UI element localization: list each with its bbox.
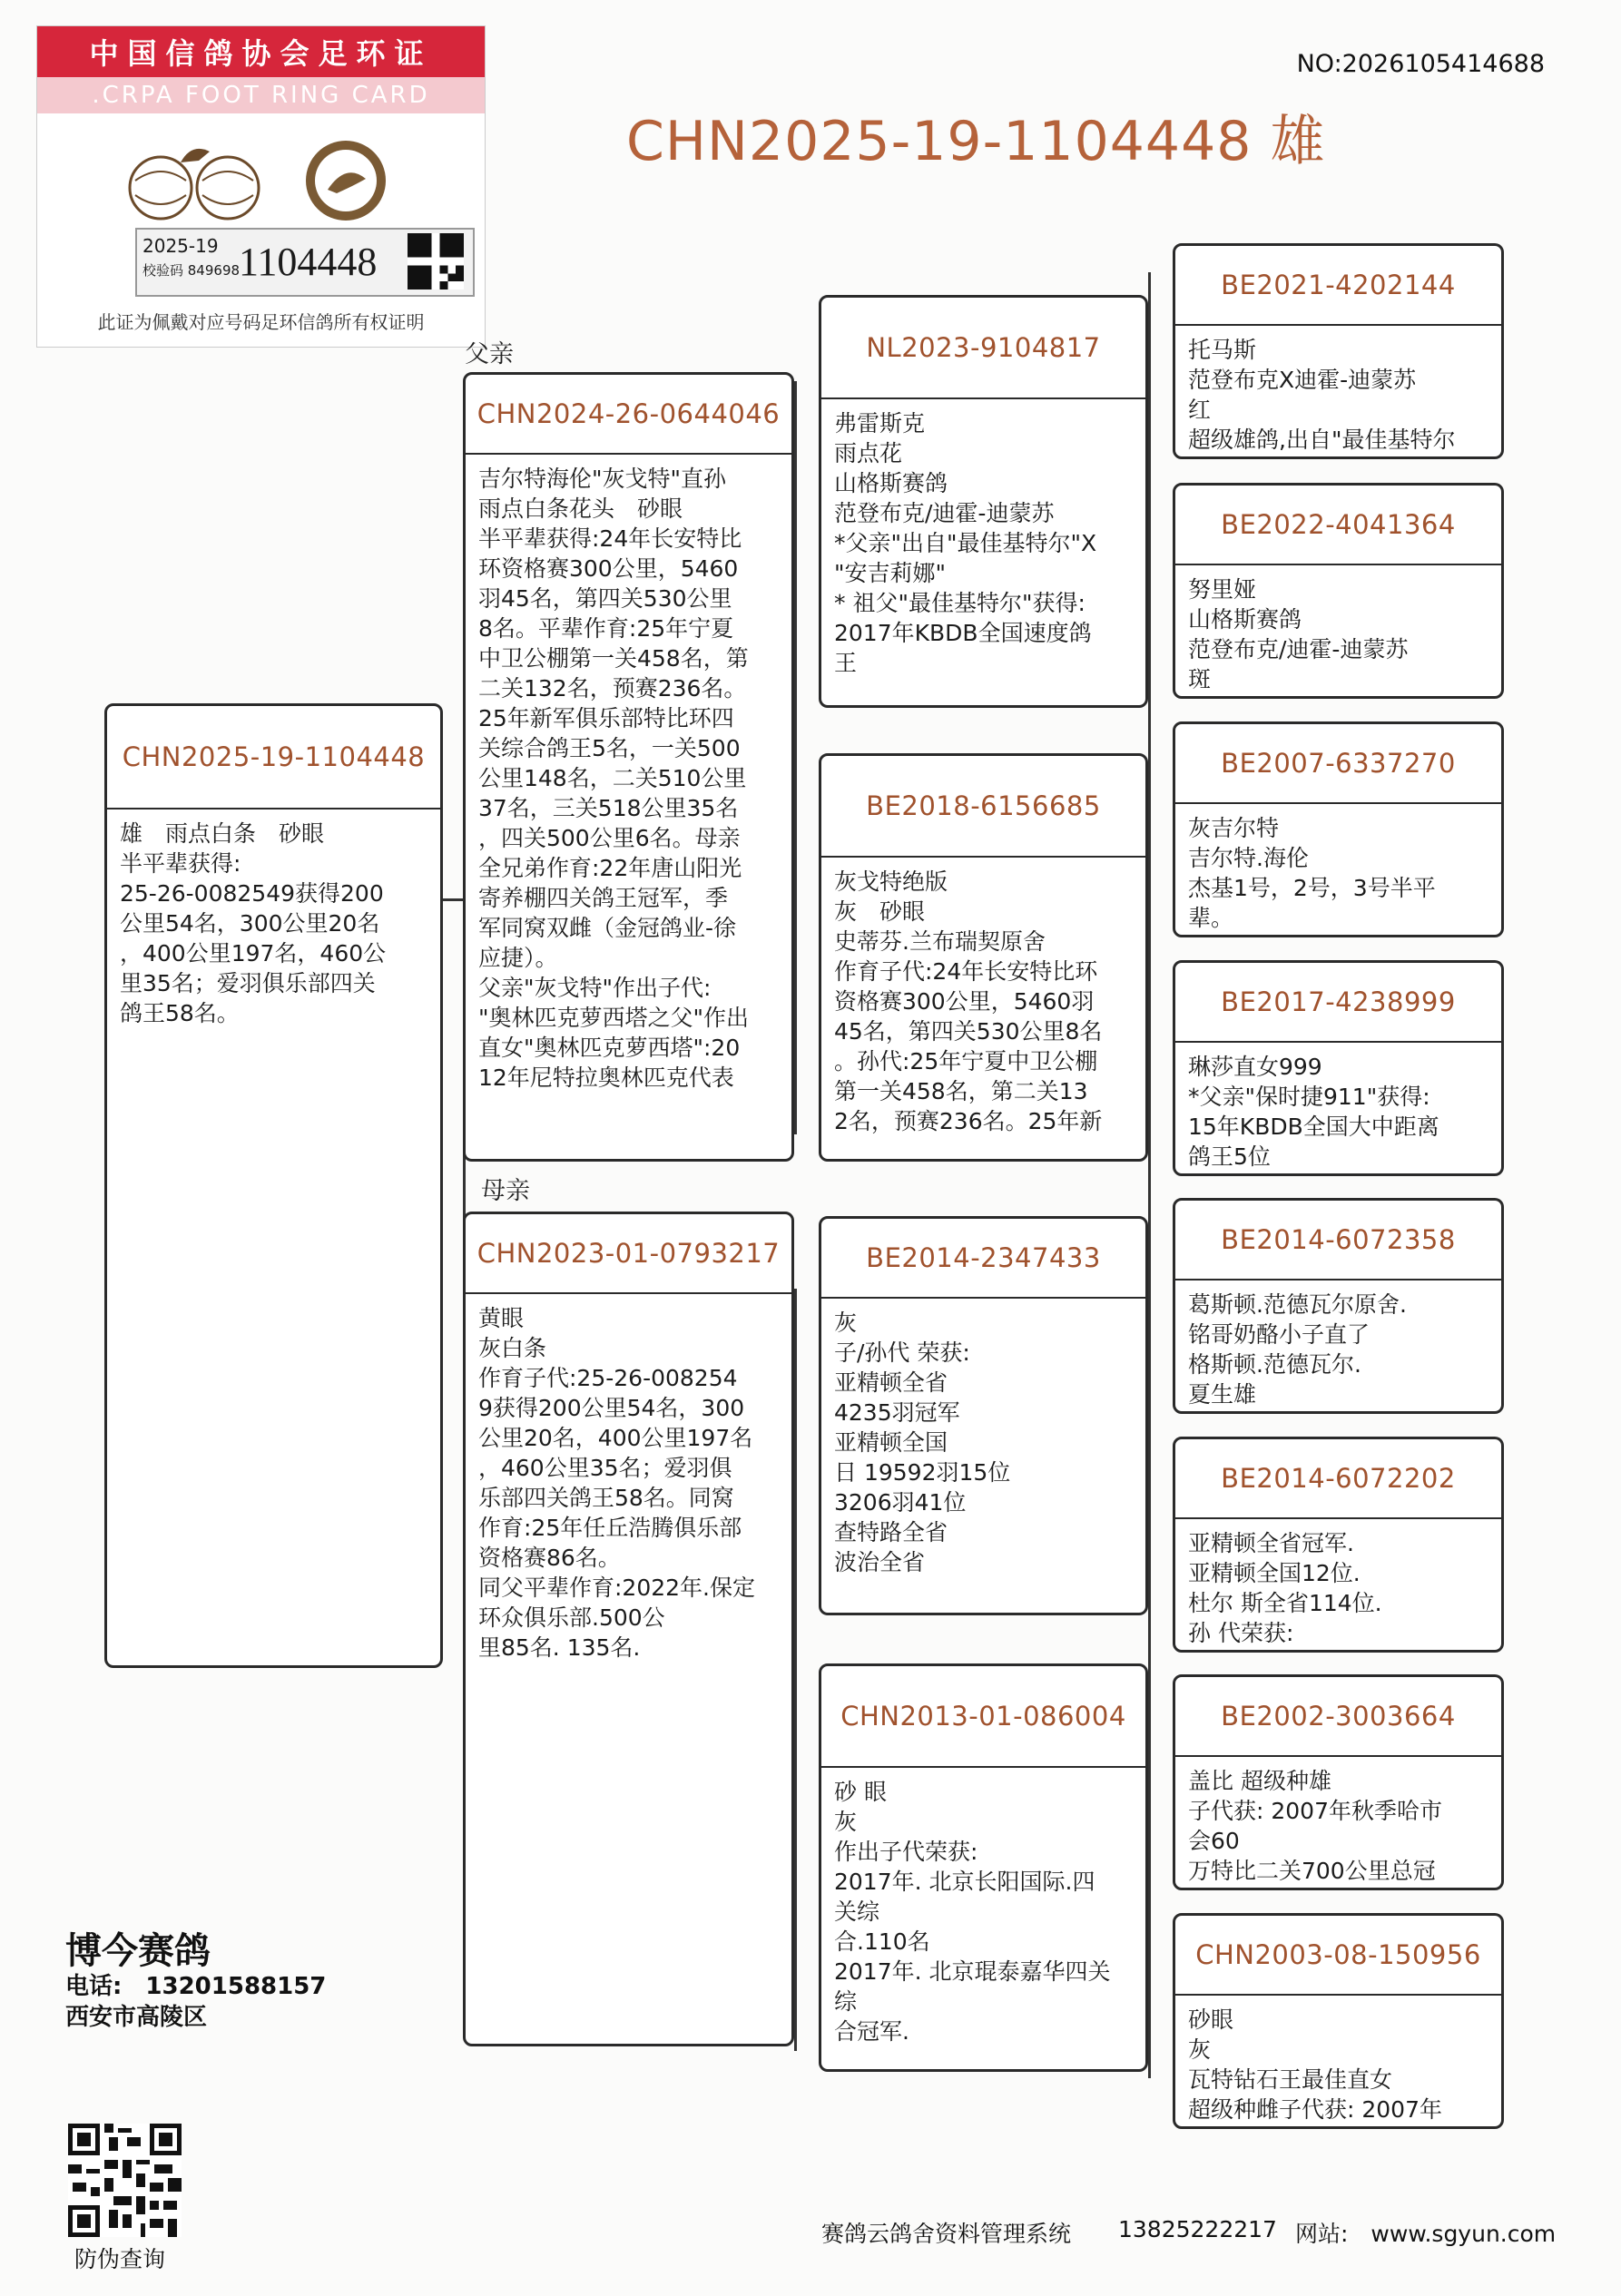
great-grandparent-details: 琳莎直女999 *父亲"保时捷911"获得: 15年KBDB全国大中距离 鸽王5位 (1188, 1054, 1439, 1170)
great-grandparent-ring-id: CHN2003-08-150956 (1175, 1916, 1501, 1996)
maternal-grandmother-card (819, 1663, 1148, 2072)
great-grandparent-card (1173, 1913, 1504, 2129)
main-title: CHN2025-19-1104448 雄 (626, 110, 1326, 173)
owner-name: 博今赛鸽 (65, 1930, 211, 1972)
card-title-bar (37, 26, 485, 77)
paternal-grandmother-card (819, 753, 1148, 1162)
great-grandparent-card (1173, 1674, 1504, 1890)
great-grandparent-details: 灰吉尔特 吉尔特.海伦 杰基1号，2号，3号半平 辈。 (1188, 815, 1436, 931)
ring-number: 1104448 (239, 240, 378, 284)
great-grandparent-ring-id: BE2014-6072202 (1175, 1439, 1501, 1519)
card-title-en: .CRPA FOOT RING CARD (92, 82, 430, 109)
maternal-grandmother-ring-id: CHN2013-01-086004 (821, 1666, 1145, 1768)
subject-ring-id: CHN2025-19-1104448 (107, 706, 440, 809)
check-code: 校验码 849698 (142, 262, 241, 279)
great-grandparent-card (1173, 960, 1504, 1176)
great-grandparent-card (1173, 243, 1504, 459)
ring-year: 2025-19 (142, 235, 219, 257)
mother-ring-id: CHN2023-01-0793217 (466, 1214, 791, 1294)
maternal-grandmother-details: 砂 眼 灰 作出子代荣获: 2017年. 北京长阳国际.四 关综 合.110名 2017年. 北京琨泰嘉华四关 综 合冠军. (834, 1779, 1111, 2045)
mother-card (463, 1212, 794, 2046)
maternal-grandfather-card (819, 1216, 1148, 1615)
great-grandparent-details: 努里娅 山格斯赛鸽 范登布克/迪霍-迪蒙苏 斑 (1188, 576, 1409, 692)
great-grandparent-card (1173, 483, 1504, 699)
great-grandparent-details: 葛斯顿.范德瓦尔原舍. 铭哥奶酪小子直了 格斯顿.范德瓦尔. 夏生雄 (1188, 1291, 1407, 1408)
connector (443, 898, 463, 901)
great-grandparent-ring-id: BE2007-6337270 (1175, 724, 1501, 804)
great-grandparent-ring-id: BE2021-4202144 (1175, 246, 1501, 326)
footer-system: 赛鸽云鸽舍资料管理系统 (821, 2221, 1072, 2247)
maternal-grandfather-details: 灰 子/孙代 荣获: 亚精顿全省 4235羽冠军 亚精顿全国 日 19592羽15位 3206羽41位 查特路全省 波治全省 (834, 1310, 1011, 1575)
connector (794, 381, 797, 1134)
cert-number: NO:2026105414688 (1296, 50, 1545, 78)
great-grandparent-ring-id: BE2017-4238999 (1175, 963, 1501, 1043)
subject-card (104, 703, 443, 1668)
footer-phone: 13825222217 (1118, 2216, 1277, 2242)
paternal-grandfather-ring-id: NL2023-9104817 (821, 298, 1145, 399)
great-grandparent-card (1173, 721, 1504, 937)
great-grandparent-ring-id: BE2022-4041364 (1175, 486, 1501, 565)
subject-details: 雄 雨点白条 砂眼 半平辈获得: 25-26-0082549获得200 公里54名，300公里20名 ，400公里197名，460公 里35名；爱羽俱乐部四关 鸽王58名。 (120, 820, 387, 1026)
connector (1148, 272, 1151, 1180)
paternal-grandfather-details: 弗雷斯克 雨点花 山格斯赛鸽 范登布克/迪霍-迪蒙苏 *父亲"出自"最佳基特尔"X "安吉莉娜" * 祖父"最佳基特尔"获得: 2017年KBDB全国速度鸽 王 (834, 410, 1097, 676)
maternal-grandfather-ring-id: BE2014-2347433 (821, 1219, 1145, 1299)
great-grandparent-details: 砂眼 灰 瓦特钻石王最佳直女 超级种雌子代获: 2007年 (1188, 2007, 1442, 2123)
great-grandparent-details: 托马斯 范登布克X迪霍-迪蒙苏 红 超级雄鸽,出自"最佳基特尔 (1188, 337, 1456, 453)
paternal-grandfather-card (819, 295, 1148, 708)
father-details: 吉尔特海伦"灰戈特"直孙 雨点白条花头 砂眼 半平辈获得:24年长安特比 环资格赛300公里，5460 羽45名，第四关530公里 8名。平辈作育:25年宁夏 中卫公棚第一关458名，第 二关132名，预赛236名。 25年新军俱乐部特比环四 关综合鸽王5名，一关500 公里148名，二关510公里 37名，三关518公里35名 ，四关500公里6名。母亲 全兄弟作育:22年唐山阳光 寄养棚四关鸽王冠军，季 军同窝双雌（金冠鸽业-徐 应捷）。 父亲"灰戈特"作出子代: "奥林匹克萝西塔之父"作出 直女"奥林匹克萝西塔":20 12年尼特拉奥林匹克代表 (478, 466, 749, 1091)
great-grandparent-card (1173, 1437, 1504, 1653)
connector (794, 1289, 797, 2051)
crpa-seal-logo (300, 135, 391, 226)
mother-details: 黄眼 灰白条 作育子代:25-26-008254 9获得200公里54名，300 公里20名，400公里197名 ，460公里35名；爱羽俱 乐部四关鸽王58名。同窝 作育:25年任丘浩腾俱乐部 资格赛86名。 同父平辈作育:2022年.保定 环众俱乐部.500公 里85名. 135名. (478, 1305, 755, 1661)
owner-phone: 电话: 13201588157 (65, 1973, 327, 2000)
foot-ring-card (36, 25, 486, 348)
footer-website[interactable]: 网站: www.sgyun.com (1295, 2221, 1557, 2247)
ring-number-box (135, 228, 475, 297)
great-grandparent-card (1173, 1198, 1504, 1414)
card-footer: 此证为佩戴对应号码足环信鸽所有权证明 (97, 311, 425, 333)
great-grandparent-details: 盖比 超级种雄 子代获: 2007年秋季哈市 会60 万特比二关700公里总冠 (1188, 1768, 1442, 1884)
card-qr-code-icon (408, 233, 464, 289)
verify-qr-code-icon[interactable] (68, 2124, 182, 2237)
great-grandparent-details: 亚精顿全省冠军. 亚精顿全国12位. 杜尔 斯全省114位. 孙 代荣获: (1188, 1530, 1382, 1646)
great-grandparent-ring-id: BE2002-3003664 (1175, 1677, 1501, 1757)
qr-caption: 防伪查询 (74, 2246, 166, 2272)
father-card (463, 372, 794, 1162)
great-grandparent-ring-id: BE2014-6072358 (1175, 1201, 1501, 1280)
card-subtitle-bar (37, 77, 485, 113)
owner-address: 西安市高陵区 (65, 2004, 208, 2031)
paternal-grandmother-details: 灰戈特绝版 灰 砂眼 史蒂芬.兰布瑞契原舍 作育子代:24年长安特比环 资格赛300公里，5460羽 45名，第四关530公里8名 。孙代:25年宁夏中卫公棚 第一关458名，第二关13 2名，预赛236名。25年新 (834, 868, 1103, 1134)
connector (1148, 1180, 1151, 2078)
card-title-cn: 中国信鸽协会足环证 (89, 36, 433, 71)
mother-label: 母亲 (481, 1177, 530, 1205)
father-label: 父亲 (465, 340, 514, 368)
crpa-globe-logo (126, 135, 262, 226)
father-ring-id: CHN2024-26-0644046 (466, 375, 791, 455)
paternal-grandmother-ring-id: BE2018-6156685 (821, 756, 1145, 858)
